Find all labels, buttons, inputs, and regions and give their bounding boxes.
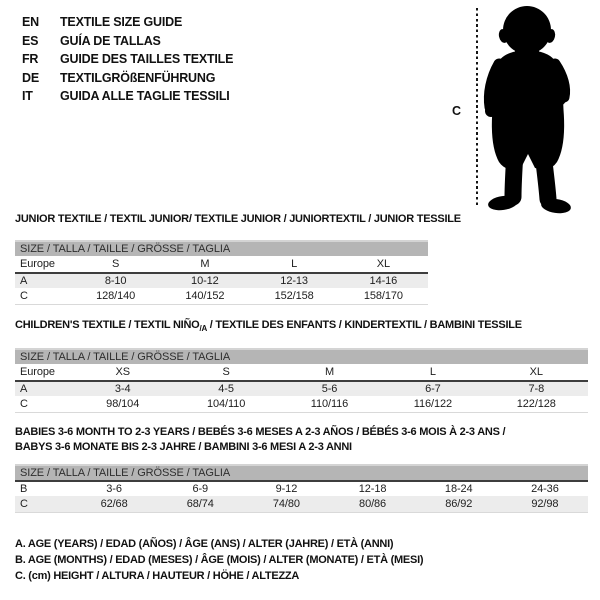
table-row [15, 256, 428, 272]
junior-textile-table [15, 212, 461, 305]
size-cell: 5-6 [321, 383, 338, 396]
table-size-header: SIZE / TALLA / TAILLE / GRÖSSE / TAGLIA [15, 240, 428, 256]
size-cell: L [291, 258, 298, 270]
lang-label: TEXTILGRÖßENFÜHRUNG [60, 70, 216, 85]
legend-line-a: A. AGE (YEARS) / EDAD (AÑOS) / ÂGE (ANS) / ALTER (JAHRE) / ETÀ (ANNI) [15, 538, 394, 550]
size-cell: 12-13 [280, 275, 308, 287]
row-label: A [20, 383, 28, 396]
lang-label: GUIDE DES TAILLES TEXTILE [60, 52, 234, 67]
table-title [15, 212, 461, 227]
legend-line-b: B. AGE (MONTHS) / EDAD (MESES) / ÂGE (MOIS) / ALTER (MONATE) / ETÀ (MESI) [15, 554, 424, 566]
size-cell: 10-12 [191, 275, 219, 287]
table-row [15, 272, 428, 288]
table-size-header: SIZE / TALLA / TAILLE / GRÖSSE / TAGLIA [15, 464, 588, 480]
size-cell: S [222, 366, 230, 379]
size-cell: 80/86 [359, 498, 387, 510]
table-title [15, 318, 588, 336]
table-title-line [15, 318, 588, 336]
legend-line-c: C. (cm) HEIGHT / ALTURA / HAUTEUR / HÖHE / ALTEZZA [15, 570, 300, 582]
size-cell: 3-4 [114, 383, 131, 396]
size-cell: 6-9 [192, 483, 209, 495]
size-cell: 98/104 [106, 398, 140, 411]
babies-textile-table [15, 425, 588, 513]
size-cell: M [324, 366, 335, 379]
size-cell: 152/158 [274, 290, 314, 302]
size-cell: 4-5 [218, 383, 234, 396]
size-cell: 86/92 [445, 498, 473, 510]
lang-code: IT [22, 89, 33, 104]
lang-row-it [22, 87, 233, 106]
size-cell: 158/170 [363, 290, 403, 302]
table-title-text: / TEXTILE DES ENFANTS / KINDERTEXTIL / BAMBINI TESSILE [206, 319, 522, 331]
language-title-list [22, 13, 233, 106]
table-title-line [15, 440, 588, 455]
size-table [15, 348, 588, 413]
size-cell: 62/68 [100, 498, 128, 510]
table-title-text: JUNIOR TEXTILE / TEXTIL JUNIOR/ TEXTILE JUNIOR / JUNIORTEXTIL / JUNIOR TESSILE [15, 213, 461, 225]
row-label: C [20, 398, 28, 411]
lang-label: TEXTILE SIZE GUIDE [60, 15, 183, 30]
table-title-line [15, 425, 588, 440]
row-label: C [20, 290, 28, 302]
lang-row-de [22, 69, 233, 88]
size-cell: 104/110 [206, 398, 246, 411]
table-title-text: /A [199, 324, 207, 334]
size-cell: 3-6 [106, 483, 122, 495]
table-row [15, 380, 588, 396]
size-cell: XL [376, 258, 390, 270]
row-label: B [20, 483, 28, 495]
lang-code: FR [22, 52, 39, 67]
size-cell: 14-16 [369, 275, 398, 287]
lang-row-es [22, 32, 233, 51]
table-title-line [15, 212, 461, 227]
table-title-text: BABIES 3-6 MONTH TO 2-3 YEARS / BEBÉS 3-6 MESES A 2-3 AÑOS / BÉBÉS 3-6 MOIS À 2-3 ANS / [15, 426, 506, 438]
size-cell: 6-7 [425, 383, 441, 396]
size-cell: 9-12 [275, 483, 298, 495]
size-cell: XS [115, 366, 130, 379]
size-cell: 116/122 [413, 398, 453, 411]
size-cell: S [112, 258, 120, 270]
table-row [15, 480, 588, 496]
size-cell: 92/98 [531, 498, 559, 510]
table-title [15, 425, 588, 455]
size-cell: 7-8 [528, 383, 545, 396]
height-measure-dotted-line [476, 8, 478, 206]
size-cell: 8-10 [104, 275, 127, 287]
table-title-text: CHILDREN'S TEXTILE / TEXTIL NIÑO [15, 319, 200, 331]
lang-code: EN [22, 15, 39, 30]
row-label: Europe [20, 258, 55, 270]
lang-label: GUIDA ALLE TAGLIE TESSILI [60, 89, 230, 104]
table-title-text: BABYS 3-6 MONATE BIS 2-3 JAHRE / BAMBINI 3-6 MESI A 2-3 ANNI [15, 441, 352, 453]
size-cell: L [429, 366, 436, 379]
size-cell: 68/74 [186, 498, 214, 510]
row-label: Europe [20, 366, 55, 379]
size-cell: M [200, 258, 210, 270]
size-cell: 110/116 [310, 398, 349, 411]
table-row [15, 288, 428, 304]
childrens-textile-table [15, 318, 588, 413]
height-measure-label: C [452, 104, 462, 118]
size-cell: 74/80 [272, 498, 300, 510]
table-row [15, 396, 588, 412]
size-table [15, 464, 588, 513]
table-row [15, 496, 588, 512]
row-label: A [20, 275, 28, 287]
table-size-header: SIZE / TALLA / TAILLE / GRÖSSE / TAGLIA [15, 348, 588, 364]
lang-code: DE [22, 70, 39, 85]
size-cell: 18-24 [444, 483, 473, 495]
size-cell: 12-18 [358, 483, 387, 495]
size-table [15, 240, 428, 305]
lang-row-en [22, 13, 233, 32]
toddler-silhouette-icon [487, 4, 579, 212]
measurement-legend [15, 536, 423, 584]
size-cell: 122/128 [516, 398, 556, 411]
table-row [15, 364, 588, 380]
size-cell: 24-36 [531, 483, 559, 495]
lang-row-fr [22, 50, 233, 69]
row-label: C [20, 498, 28, 510]
size-cell: 128/140 [96, 290, 136, 302]
size-cell: XL [529, 366, 543, 379]
lang-code: ES [22, 33, 39, 48]
lang-label: GUÍA DE TALLAS [60, 33, 161, 48]
size-cell: 140/152 [185, 290, 225, 302]
